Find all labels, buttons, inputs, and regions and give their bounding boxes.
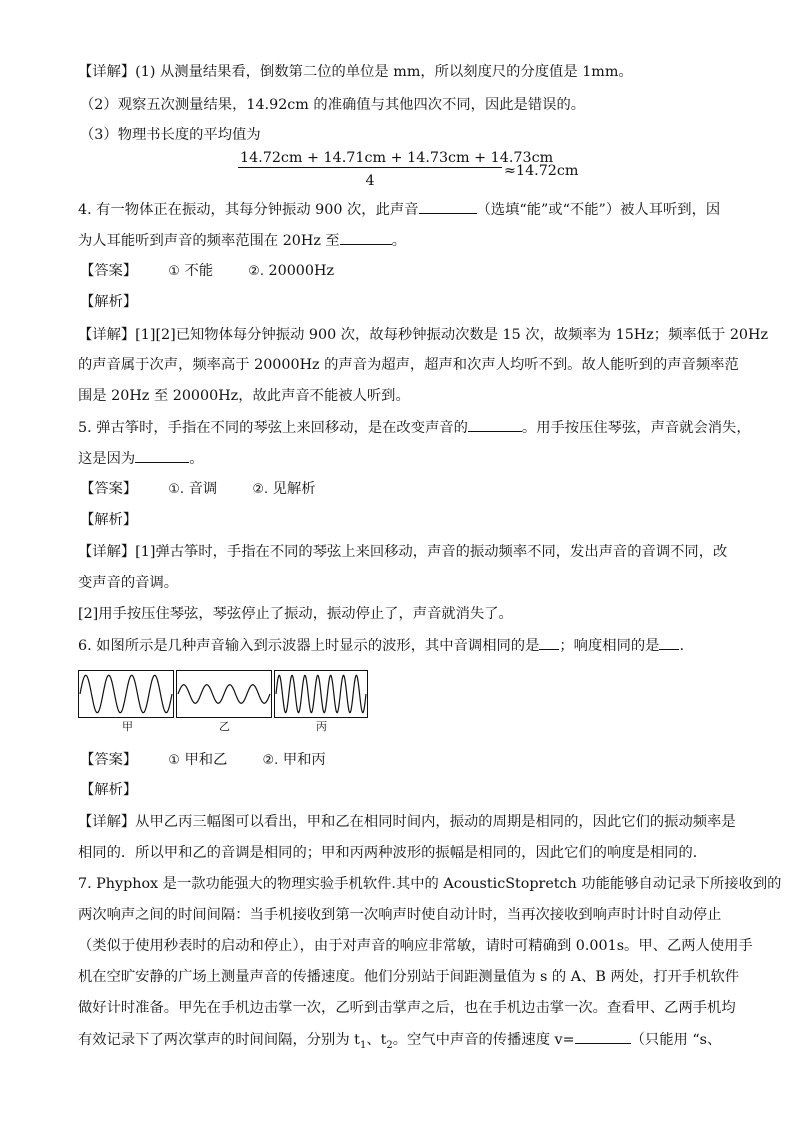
detail-text-3: （3）物理书长度的平均值为 bbox=[80, 127, 261, 143]
question-5-line-1: 5. 弹古筝时，手指在不同的琴弦上来回移动，是在改变声音的 。用手按压住琴弦，声音就会消失， bbox=[78, 417, 751, 438]
waveform-bing bbox=[274, 670, 368, 718]
question-4-answer: 【答案】 ① 不能 ②. 20000Hz bbox=[80, 263, 334, 279]
waveform-jia-curve bbox=[80, 675, 172, 712]
waveform-label-jia: 甲 bbox=[122, 720, 133, 733]
question-7-line-4: 机在空旷安静的广场上测量声音的传播速度。他们分别站于间距测量值为 s 的 A、B 两处，打开手机软件 bbox=[78, 969, 740, 985]
question-5-answer: 【答案】 ①. 音调 ②. 见解析 bbox=[80, 481, 316, 497]
waveform-label-bing: 丙 bbox=[316, 720, 327, 733]
question-4-detail-2: 的声音属于次声，频率高于 20000Hz 的声音为超声，超声和次声人均听不到。故人能听到的声音频率范 bbox=[78, 357, 739, 373]
fraction-denominator: 4 bbox=[365, 173, 375, 189]
analysis-label: 【解析】 bbox=[80, 512, 138, 528]
question-4-detail-1: 【详解】[1][2]已知物体每分钟振动 900 次，故每秒钟振动次数是 15 次，故频率为 15Hz；频率低于 20Hz bbox=[78, 327, 769, 343]
question-5-detail-2: 变声音的音调。 bbox=[78, 575, 179, 591]
question-7-line-6: 有效记录下了两次掌声的时间间隔，分别为 $t_1$、$t_2$。空气中声音的传播速度 v= （只能用 “s、 bbox=[78, 1029, 721, 1056]
fraction-result: ≈14.72cm bbox=[504, 163, 579, 179]
detail-text-2: （2）观察五次测量结果，14.92cm 的准确值与其他四次不同，因此是错误的。 bbox=[80, 97, 586, 113]
answer-blank[interactable] bbox=[135, 448, 189, 463]
question-7-line-2: 两次响声之间的时间间隔：当手机接收到第一次响声时使自动计时，当再次接收到响声时计时自动停止 bbox=[78, 907, 722, 923]
question-4-line-1: 4. 有一物体正在振动，其每分钟振动 900 次，此声音 （选填“能”或“不能”）被人耳听到，因 bbox=[78, 199, 720, 220]
fraction-numerator: 14.72cm + 14.71cm + 14.73cm + 14.73cm bbox=[240, 150, 554, 166]
question-4-line-2: 为人耳能听到声音的频率范围在 20Hz 至 。 bbox=[78, 230, 406, 251]
question-5-detail-1: 【详解】[1]弹古筝时，手指在不同的琴弦上来回移动，声音的振动频率不同，发出声音的音调不同，改 bbox=[78, 544, 728, 560]
question-5-detail-3: [2]用手按压住琴弦，琴弦停止了振动，振动停止了，声音就消失了。 bbox=[78, 606, 513, 622]
answer-blank[interactable] bbox=[575, 1029, 631, 1044]
answer-label: 【答案】 bbox=[80, 263, 138, 279]
question-6-answer: 【答案】 ① 甲和乙 ②. 甲和丙 bbox=[80, 752, 326, 768]
waveform-yi bbox=[176, 670, 272, 718]
question-6-line-1: 6. 如图所示是几种声音输入到示波器上时显示的波形，其中音调相同的是 ；响度相同的是 . bbox=[78, 635, 684, 656]
waveform-bing-curve bbox=[276, 675, 366, 712]
answer-blank[interactable] bbox=[468, 417, 522, 432]
analysis-label: 【解析】 bbox=[80, 294, 138, 310]
answer-blank[interactable] bbox=[340, 230, 392, 245]
question-6-detail-1: 【详解】从甲乙丙三幅图可以看出，甲和乙在相同时间内，振动的周期是相同的，因此它们的振动频率是 bbox=[78, 814, 736, 830]
answer-blank[interactable] bbox=[539, 635, 559, 650]
question-4-detail-3: 围是 20Hz 至 20000Hz，故此声音不能被人听到。 bbox=[78, 388, 410, 404]
answer-label: 【答案】 bbox=[80, 481, 138, 497]
question-7-line-5: 做好计时准备。甲先在手机边击掌一次，乙听到击掌声之后，也在手机边击掌一次。查看甲、乙两手机均 bbox=[78, 1000, 736, 1016]
question-6-detail-2: 相同的．所以甲和乙的音调是相同的；甲和丙两种波形的振幅是相同的，因此它们的响度是相同的． bbox=[78, 845, 708, 861]
waveform-yi-curve bbox=[178, 685, 270, 703]
detail-text-1: 【详解】(1) 从测量结果看，倒数第二位的单位是 mm，所以刻度尺的分度值是 1mm。 bbox=[78, 64, 633, 80]
waveform-jia bbox=[78, 670, 174, 718]
waveform-label-yi: 乙 bbox=[219, 720, 230, 733]
answer-blank[interactable] bbox=[659, 635, 679, 650]
answer-label: 【答案】 bbox=[80, 752, 138, 768]
answer-blank[interactable] bbox=[419, 199, 477, 214]
question-7-line-3: （类似于使用秒表时的启动和停止），由于对声音的响应非常敏，请时可精确到 0.001s。甲、乙两人使用手 bbox=[78, 938, 753, 954]
average-fraction bbox=[238, 150, 554, 189]
analysis-label: 【解析】 bbox=[80, 782, 138, 798]
question-7-line-1: 7. Phyphox 是一款功能强大的物理实验手机软件.其中的 AcousticStopretch 功能能够自动记录下所接收到的 bbox=[78, 876, 782, 892]
question-5-line-2: 这是因为 。 bbox=[78, 448, 203, 469]
